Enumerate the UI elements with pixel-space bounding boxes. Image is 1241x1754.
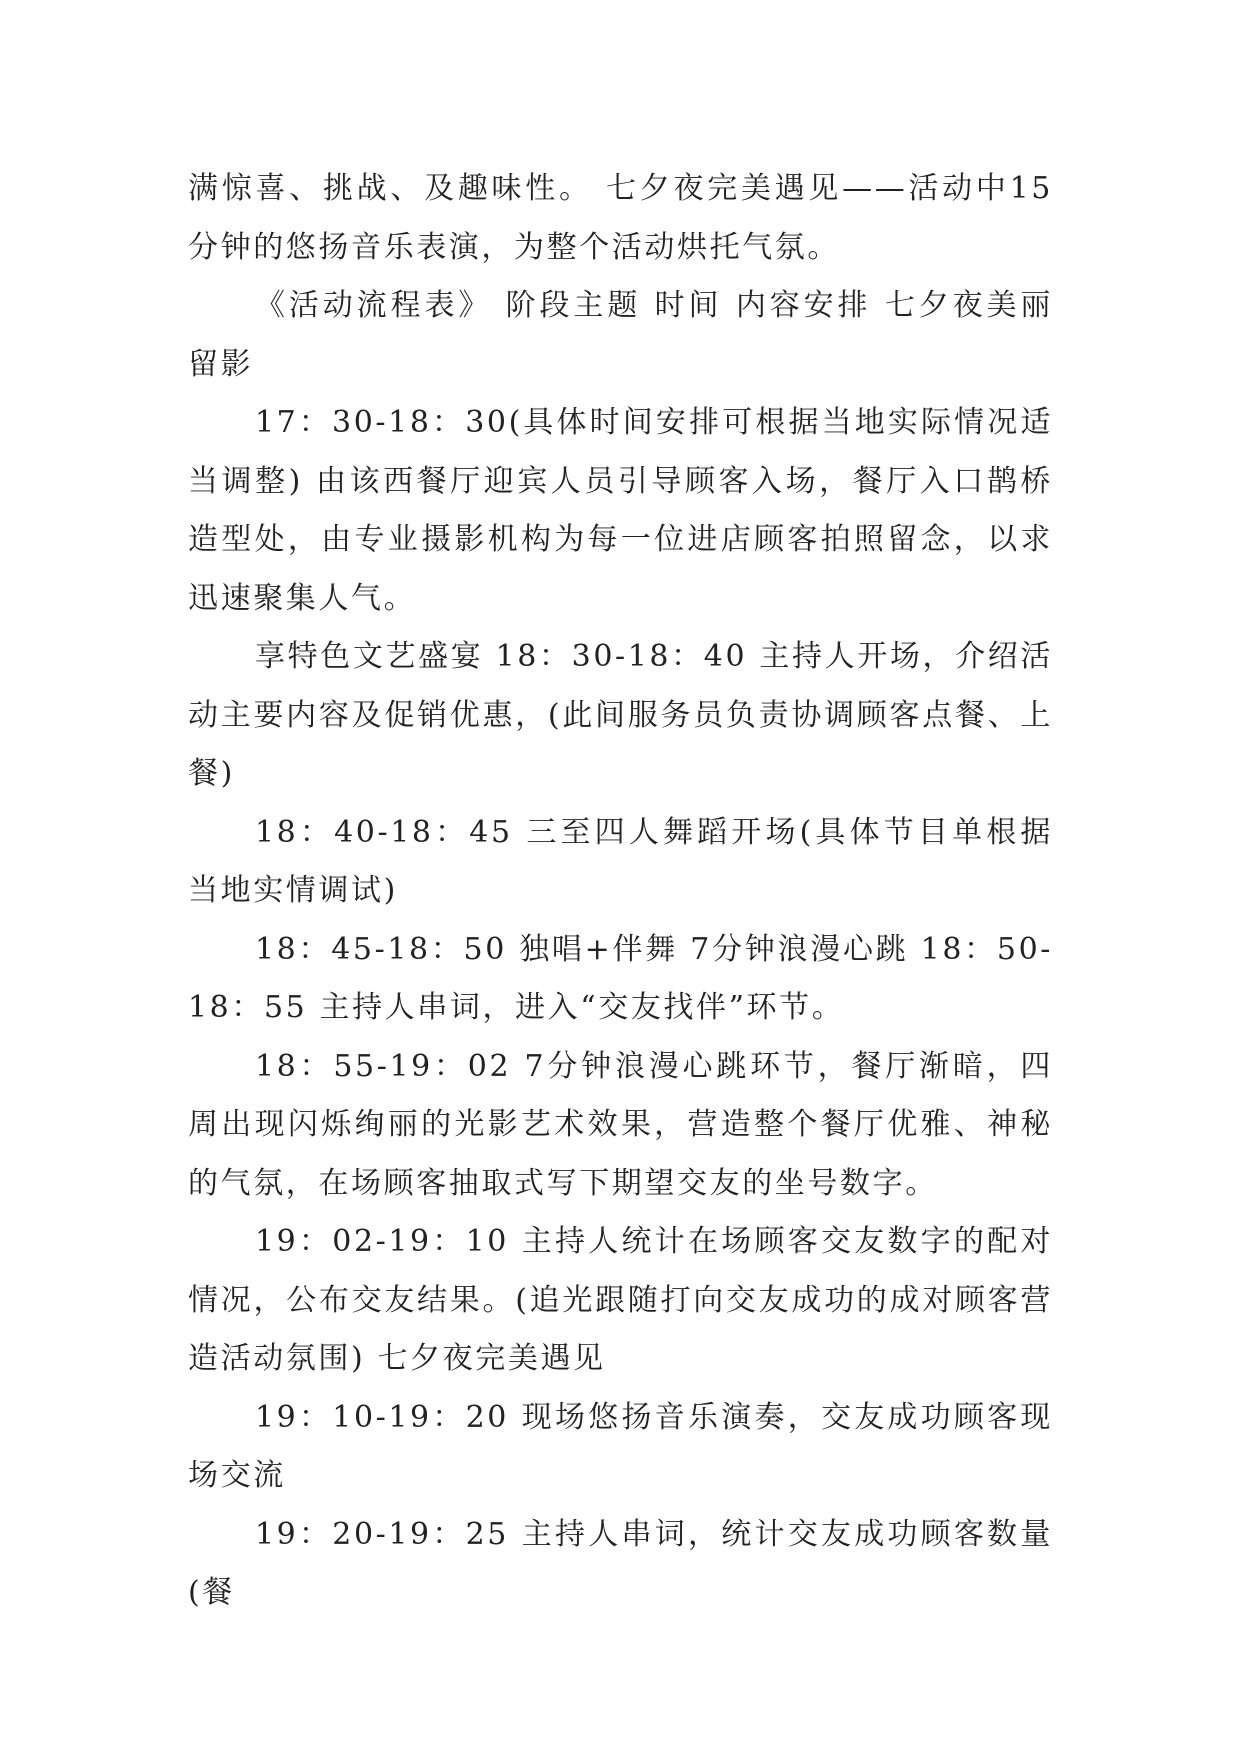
paragraph-opening: 享特色文艺盛宴 18：30-18：40 主持人开场，介绍活动主要内容及促销优惠，(此间服务员负责协调顾客点餐、上餐): [188, 639, 1053, 791]
paragraph-dance: 18：40-18：45 三至四人舞蹈开场(具体节目单根据当地实情调试): [188, 814, 1053, 908]
paragraph-photo-session: 17：30-18：30(具体时间安排可根据当地实际情况适当调整) 由该西餐厅迎宾人员引导顾客入场，餐厅入口鹊桥造型处，由专业摄影机构为每一位进店顾客拍照留念，以求迅速聚集人气。: [188, 405, 1053, 616]
paragraph-matching: 19：02-19：10 主持人统计在场顾客交友数字的配对情况，公布交友结果。(追光跟随打向交友成功的成对顾客营造活动氛围) 七夕夜完美遇见: [188, 1224, 1053, 1376]
paragraph-heartbeat: 18：55-19：02 7分钟浪漫心跳环节，餐厅渐暗，四周出现闪烁绚丽的光影艺术效果，营造整个餐厅优雅、神秘的气氛，在场顾客抽取式写下期望交友的坐号数字。: [188, 1048, 1053, 1201]
paragraph-host-summary: 19：20-19：25 主持人串词，统计交友成功顾客数量(餐: [188, 1516, 1053, 1610]
paragraph-solo-singing: 18：45-18：50 独唱+伴舞 7分钟浪漫心跳 18：50-18：55 主持人串词，进入“交友找伴”环节。: [188, 931, 1053, 1025]
document-body: [188, 160, 1053, 1623]
paragraph-continuation: 满惊喜、挑战、及趣味性。 七夕夜完美遇见——活动中15分钟的悠扬音乐表演，为整个活动烘托气氛。: [188, 171, 1053, 265]
paragraph-schedule-header: 《活动流程表》 阶段主题 时间 内容安排 七夕夜美丽留影: [188, 288, 1053, 382]
paragraph-music: 19：10-19：20 现场悠扬音乐演奏，交友成功顾客现场交流: [188, 1399, 1053, 1493]
